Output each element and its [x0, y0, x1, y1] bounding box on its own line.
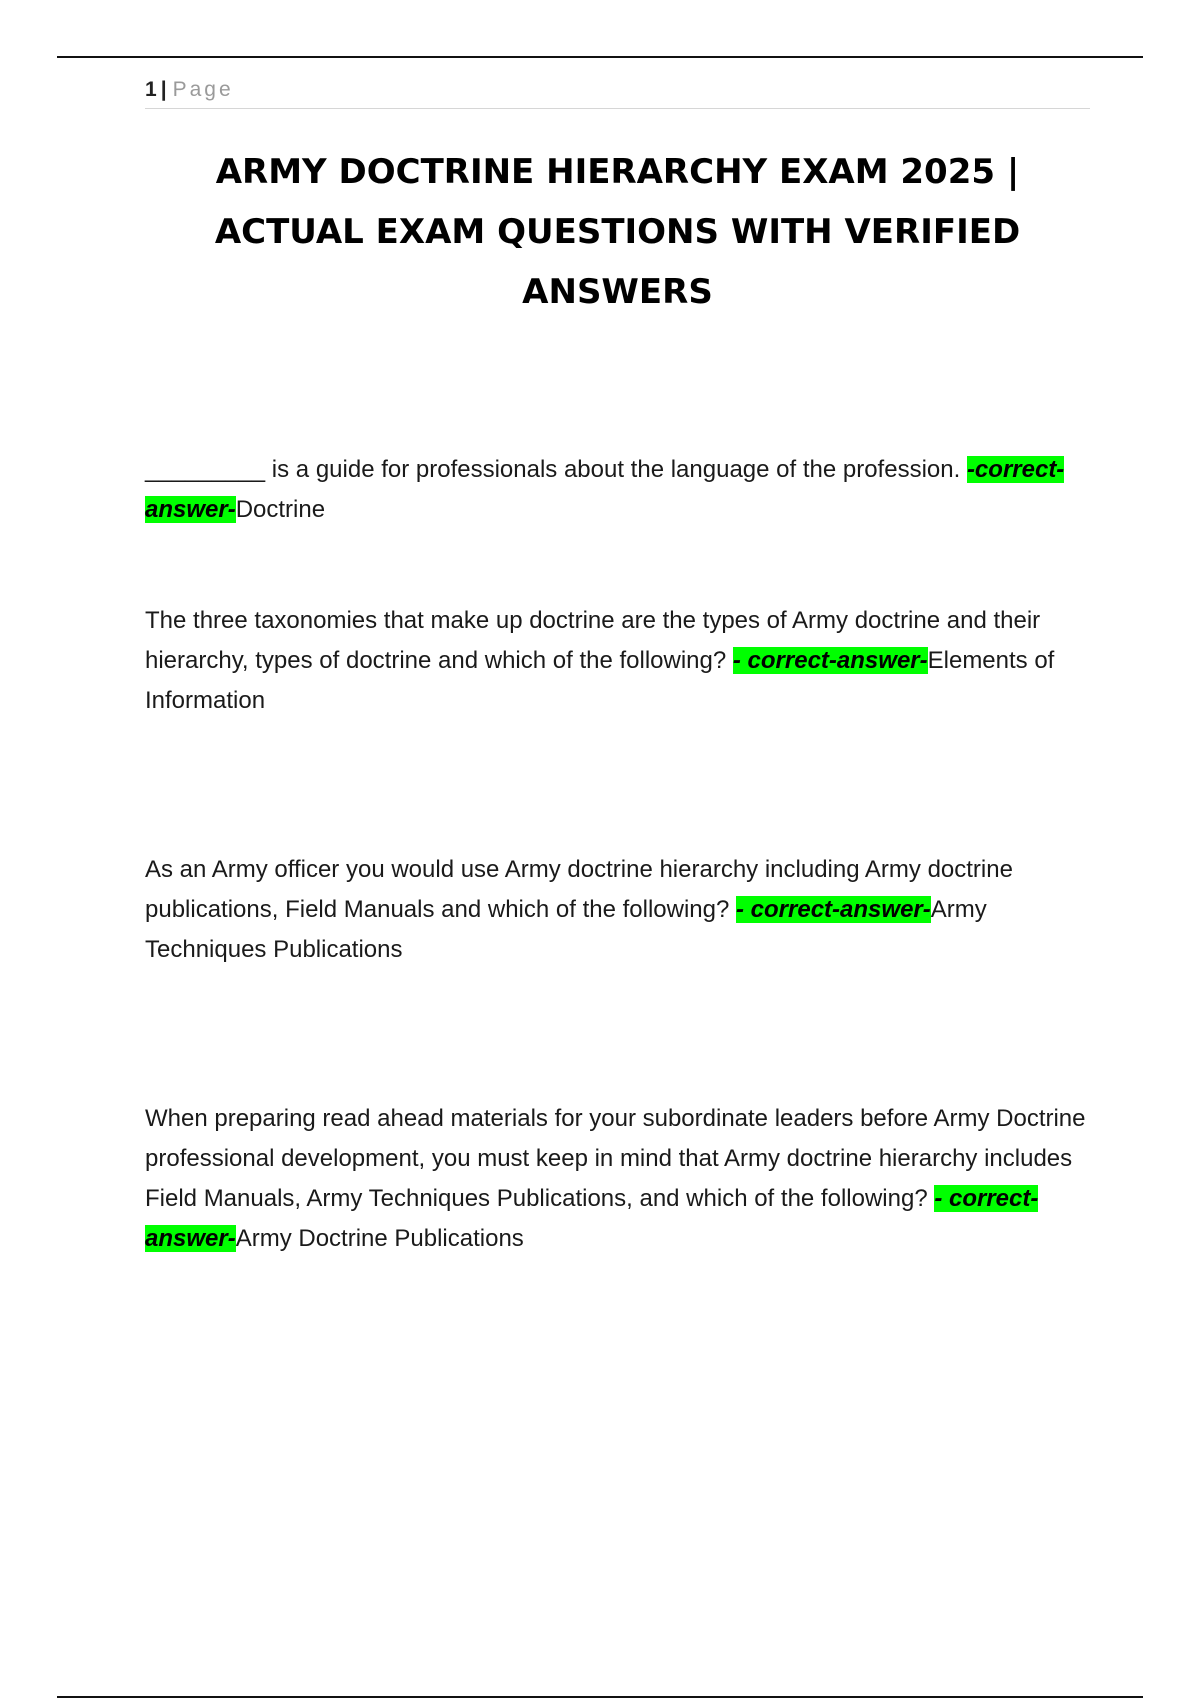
title-line-3: ANSWERS: [522, 272, 713, 312]
qa-item-2: [145, 601, 1095, 721]
page-header: [145, 76, 1090, 109]
page-separator: |: [160, 78, 167, 101]
question-text: The three taxonomies that make up doctrine are the types of Army doctrine and their hierarchy, types of doctrine and which of the following?: [145, 607, 1041, 674]
qa-item-1: [145, 450, 1095, 530]
qa-item-3: [145, 850, 1095, 970]
qa-item-4: [145, 1099, 1095, 1259]
title-line-2: ACTUAL EXAM QUESTIONS WITH VERIFIED: [214, 212, 1021, 252]
answer-text: Army Techniques Publications: [145, 896, 987, 963]
title-line-1: ARMY DOCTRINE HIERARCHY EXAM 2025 |: [215, 152, 1020, 192]
page-label: Page: [172, 78, 234, 101]
answer-text: Army Doctrine Publications: [235, 1225, 524, 1252]
answer-text: Elements of Information: [145, 647, 1055, 714]
document-title: [140, 142, 1095, 322]
question-text: As an Army officer you would use Army doctrine hierarchy including Army doctrine publications, Field Manuals and which of the following?: [145, 856, 1013, 923]
correct-answer-marker: - correct-answer-: [145, 1185, 1039, 1252]
top-page-rule: [57, 56, 1143, 58]
correct-answer-marker: -correct-answer-: [145, 456, 1065, 523]
question-text: When preparing read ahead materials for your subordinate leaders before Army Doctrine professional development, you must keep in mind that Army doctrine hierarchy includes Field Manuals, Army Techniques Publications, and which of the following?: [145, 1105, 1086, 1212]
answer-text: Doctrine: [235, 496, 326, 523]
correct-answer-marker: - correct-answer-: [732, 647, 928, 674]
bottom-page-rule: [57, 1696, 1143, 1698]
page-number: 1: [145, 78, 157, 101]
correct-answer-marker: - correct-answer-: [736, 896, 931, 923]
question-text: _________ is a guide for professionals about the language of the profession.: [145, 456, 967, 483]
